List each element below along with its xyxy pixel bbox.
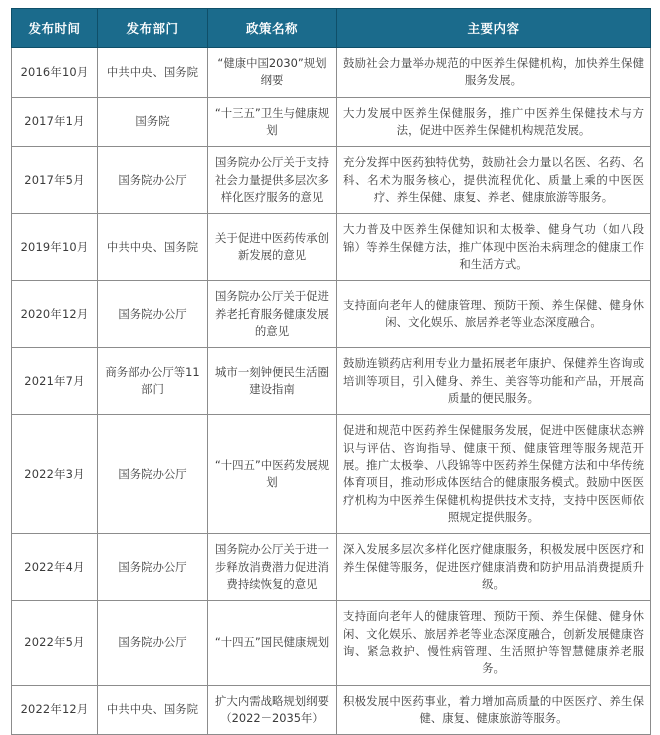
column-header-policy-name: 政策名称 [208,9,337,48]
table-row [12,97,651,147]
cell-main-content: 支持面向老年人的健康管理、预防干预、养生保健、健身休闲、文化娱乐、旅居养老等业态深度融合，创新发展健康咨询、紧急救护、慢性病管理、生活照护等智慧健康养老服务。 [337,601,651,685]
cell-release-department: 国务院 [98,97,208,147]
cell-release-time: 2022年5月 [12,601,98,685]
table-row [12,601,651,685]
cell-policy-name: “十四五”国民健康规划 [208,601,337,685]
cell-policy-name: “十三五”卫生与健康规划 [208,97,337,147]
cell-release-department: 国务院办公厅 [98,534,208,601]
cell-release-department: 国务院办公厅 [98,281,208,348]
cell-release-department: 中共中央、国务院 [98,48,208,98]
cell-policy-name: “健康中国2030”规划纲要 [208,48,337,98]
cell-release-time: 2022年3月 [12,415,98,534]
table-body [12,48,651,735]
table-row [12,534,651,601]
cell-release-department: 国务院办公厅 [98,601,208,685]
cell-release-department: 国务院办公厅 [98,415,208,534]
cell-main-content: 促进和规范中医药养生保健服务发展，促进中医健康状态辨识与评估、咨询指导、健康干预、健康管理等服务规范开展。推广太极拳、八段锦等中医药养生保健方法和中华传统体育项目，推动形成体医结合的健康服务模式。鼓励中医医疗机构为中医养生保健机构提供技术支持，支持中医医师依照规定提供服务。 [337,415,651,534]
cell-policy-name: 国务院办公厅关于促进养老托育服务健康发展的意见 [208,281,337,348]
table-header [12,9,651,48]
cell-release-time: 2019年10月 [12,214,98,281]
table-row [12,147,651,214]
table-row [12,214,651,281]
cell-policy-name: 扩大内需战略规划纲要（2022－2035年） [208,685,337,735]
table-header-row [12,9,651,48]
cell-main-content: 大力发展中医养生保健服务，推广中医养生保健技术与方法，促进中医养生保健机构规范发展。 [337,97,651,147]
column-header-release-time: 发布时间 [12,9,98,48]
cell-policy-name: 城市一刻钟便民生活圈建设指南 [208,348,337,415]
cell-release-department: 国务院办公厅 [98,147,208,214]
cell-main-content: 充分发挥中医药独特优势，鼓励社会力量以名医、名药、名科、名术为服务核心，提供流程优化、质量上乘的中医医疗、养生保健、康复、养老、健康旅游等服务。 [337,147,651,214]
cell-policy-name: 国务院办公厅关于进一步释放消费潜力促进消费持续恢复的意见 [208,534,337,601]
cell-release-time: 2021年7月 [12,348,98,415]
cell-main-content: 鼓励社会力量举办规范的中医养生保健机构，加快养生保健服务发展。 [337,48,651,98]
table-row [12,48,651,98]
cell-release-time: 2017年1月 [12,97,98,147]
column-header-main-content: 主要内容 [337,9,651,48]
cell-main-content: 大力普及中医养生保健知识和太极拳、健身气功（如八段锦）等养生保健方法，推广体现中医治未病理念的健康工作和生活方式。 [337,214,651,281]
column-header-release-department: 发布部门 [98,9,208,48]
table-row [12,348,651,415]
cell-main-content: 深入发展多层次多样化医疗健康服务，积极发展中医医疗和养生保健等服务，促进医疗健康消费和防护用品消费提质升级。 [337,534,651,601]
cell-main-content: 积极发展中医药事业，着力增加高质量的中医医疗、养生保健、康复、健康旅游等服务。 [337,685,651,735]
table-row [12,685,651,735]
cell-release-department: 中共中央、国务院 [98,214,208,281]
cell-release-time: 2022年12月 [12,685,98,735]
cell-main-content: 支持面向老年人的健康管理、预防干预、养生保健、健身休闲、文化娱乐、旅居养老等业态深度融合。 [337,281,651,348]
cell-policy-name: 国务院办公厅关于支持社会力量提供多层次多样化医疗服务的意见 [208,147,337,214]
cell-policy-name: “十四五”中医药发展规划 [208,415,337,534]
policy-table [11,8,651,735]
cell-release-department: 商务部办公厅等11部门 [98,348,208,415]
cell-release-time: 2017年5月 [12,147,98,214]
cell-release-time: 2016年10月 [12,48,98,98]
cell-release-department: 中共中央、国务院 [98,685,208,735]
cell-policy-name: 关于促进中医药传承创新发展的意见 [208,214,337,281]
cell-release-time: 2020年12月 [12,281,98,348]
cell-main-content: 鼓励连锁药店利用专业力量拓展老年康护、保健养生咨询或培训等项目，引入健身、养生、美容等功能和产品，开展高质量的便民服务。 [337,348,651,415]
cell-release-time: 2022年4月 [12,534,98,601]
table-row [12,281,651,348]
table-row [12,415,651,534]
